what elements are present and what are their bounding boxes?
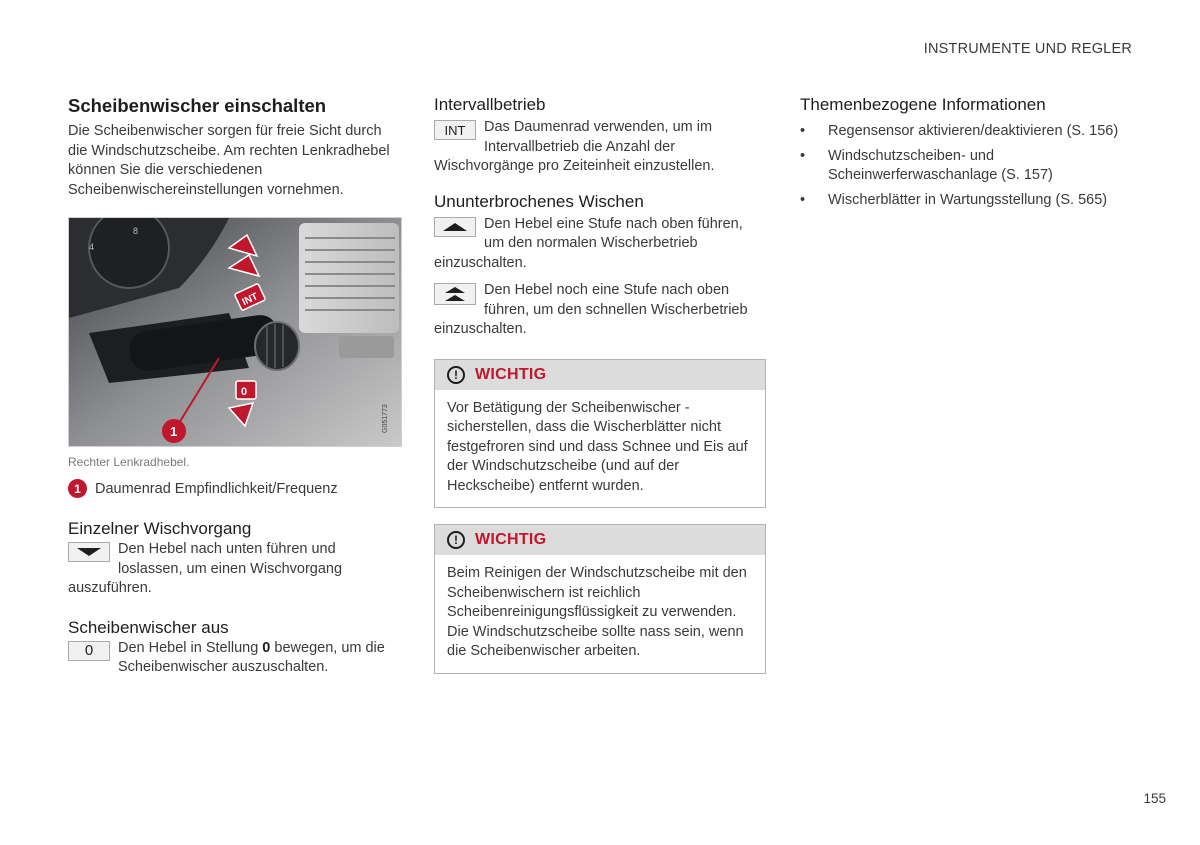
section-single-wipe [68, 518, 402, 599]
heading-single-wipe: Einzelner Wischvorgang [68, 519, 252, 538]
lever-down-symbol [68, 542, 110, 562]
image-caption: Rechter Lenkradhebel. [68, 455, 190, 469]
lever-up-symbol [434, 217, 476, 237]
svg-text:4: 4 [89, 242, 95, 252]
related-links-list [800, 122, 1130, 210]
position-zero-symbol: 0 [68, 641, 110, 661]
warning-title-1: WICHTIG [475, 365, 547, 383]
arrow-label-zero: 0 [241, 386, 248, 398]
column-middle [434, 94, 766, 674]
related-link-washer-system[interactable]: • Windschutzscheiben- und Scheinwerferwaschanlage (S. 157) [800, 147, 1130, 186]
intro-paragraph: Die Scheibenwischer sorgen für freie Sicht durch die Windschutzscheibe. Am rechten Lenkradhebel können Sie die verschiedenen Scheibenwischereinstellungen vornehmen. [68, 123, 390, 198]
normal-wipe-text: Den Hebel eine Stufe nach oben führen, um den normalen Wischerbetrieb einzuschalten. [434, 215, 743, 271]
arrow-label-int: INT [240, 291, 260, 309]
lever-double-up-symbol [434, 283, 476, 305]
wiper-lever-illustration [69, 218, 401, 446]
running-header: INSTRUMENTE UND REGLER [923, 41, 1132, 57]
wiper-off-text: Den Hebel in Stellung 0 bewegen, um die Scheibenwischer auszuschalten. [118, 639, 385, 675]
warning-box-1 [434, 359, 766, 509]
svg-text:8: 8 [133, 226, 139, 236]
column-left [68, 94, 402, 678]
heading-related-info: Themenbezogene Informationen [800, 95, 1046, 114]
exclamation-icon: ! [447, 366, 465, 384]
interval-text: Das Daumenrad verwenden, um im Intervallbetrieb die Anzahl der Wischvorgänge pro Zeiteinheit einzustellen. [434, 119, 715, 174]
column-right [800, 94, 1130, 215]
warning-box-2 [434, 524, 766, 674]
wiper-lever-photo [68, 217, 402, 447]
single-wipe-text: Den Hebel nach unten führen und loslassen, um einen Wischvorgang auszuführen. [68, 541, 343, 596]
fast-wipe-text: Den Hebel noch eine Stufe nach oben führen, um den schnellen Wischerbetrieb einzuschalten. [434, 282, 748, 337]
heading-interval: Intervallbetrieb [434, 95, 546, 114]
warning-title-2: WICHTIG [475, 531, 547, 548]
legend-item [68, 479, 402, 498]
legend-number-badge: 1 [68, 479, 87, 498]
warning-text-1: Vor Betätigung der Scheibenwischer - sicherstellen, dass die Wischerblätter nicht festgefroren sind und dass Schnee und Eis auf der Windschutzscheibe (und auf der Heckscheibe) entfernt wurden. [447, 399, 748, 494]
int-symbol: INT [434, 120, 476, 140]
warning-text-2: Beim Reinigen der Windschutzscheibe mit den Scheibenwischern ist reichlich Scheibenreinigungsflüssigkeit zu verwenden. Die Windschutzscheibe sollte nass sein, wenn die Scheibenwischer arbeiten. [447, 565, 747, 659]
heading-wiper-off: Scheibenwischer aus [68, 617, 229, 637]
image-code: G051773 [382, 404, 389, 433]
legend-text: Daumenrad Empfindlichkeit/Frequenz [95, 480, 338, 497]
page-number: 155 [1143, 791, 1166, 806]
heading-continuous: Ununterbrochenes Wischen [434, 191, 644, 211]
related-link-service-position[interactable]: • Wischerblätter in Wartungsstellung (S. 565) [800, 191, 1130, 211]
section-wiper-off [68, 617, 402, 678]
exclamation-icon: ! [447, 531, 465, 549]
photo-callout-number: 1 [170, 424, 178, 439]
page-title: Scheibenwischer einschalten [68, 95, 327, 116]
related-link-rain-sensor[interactable]: • Regensensor aktivieren/deaktivieren (S. 156) [800, 122, 1130, 142]
